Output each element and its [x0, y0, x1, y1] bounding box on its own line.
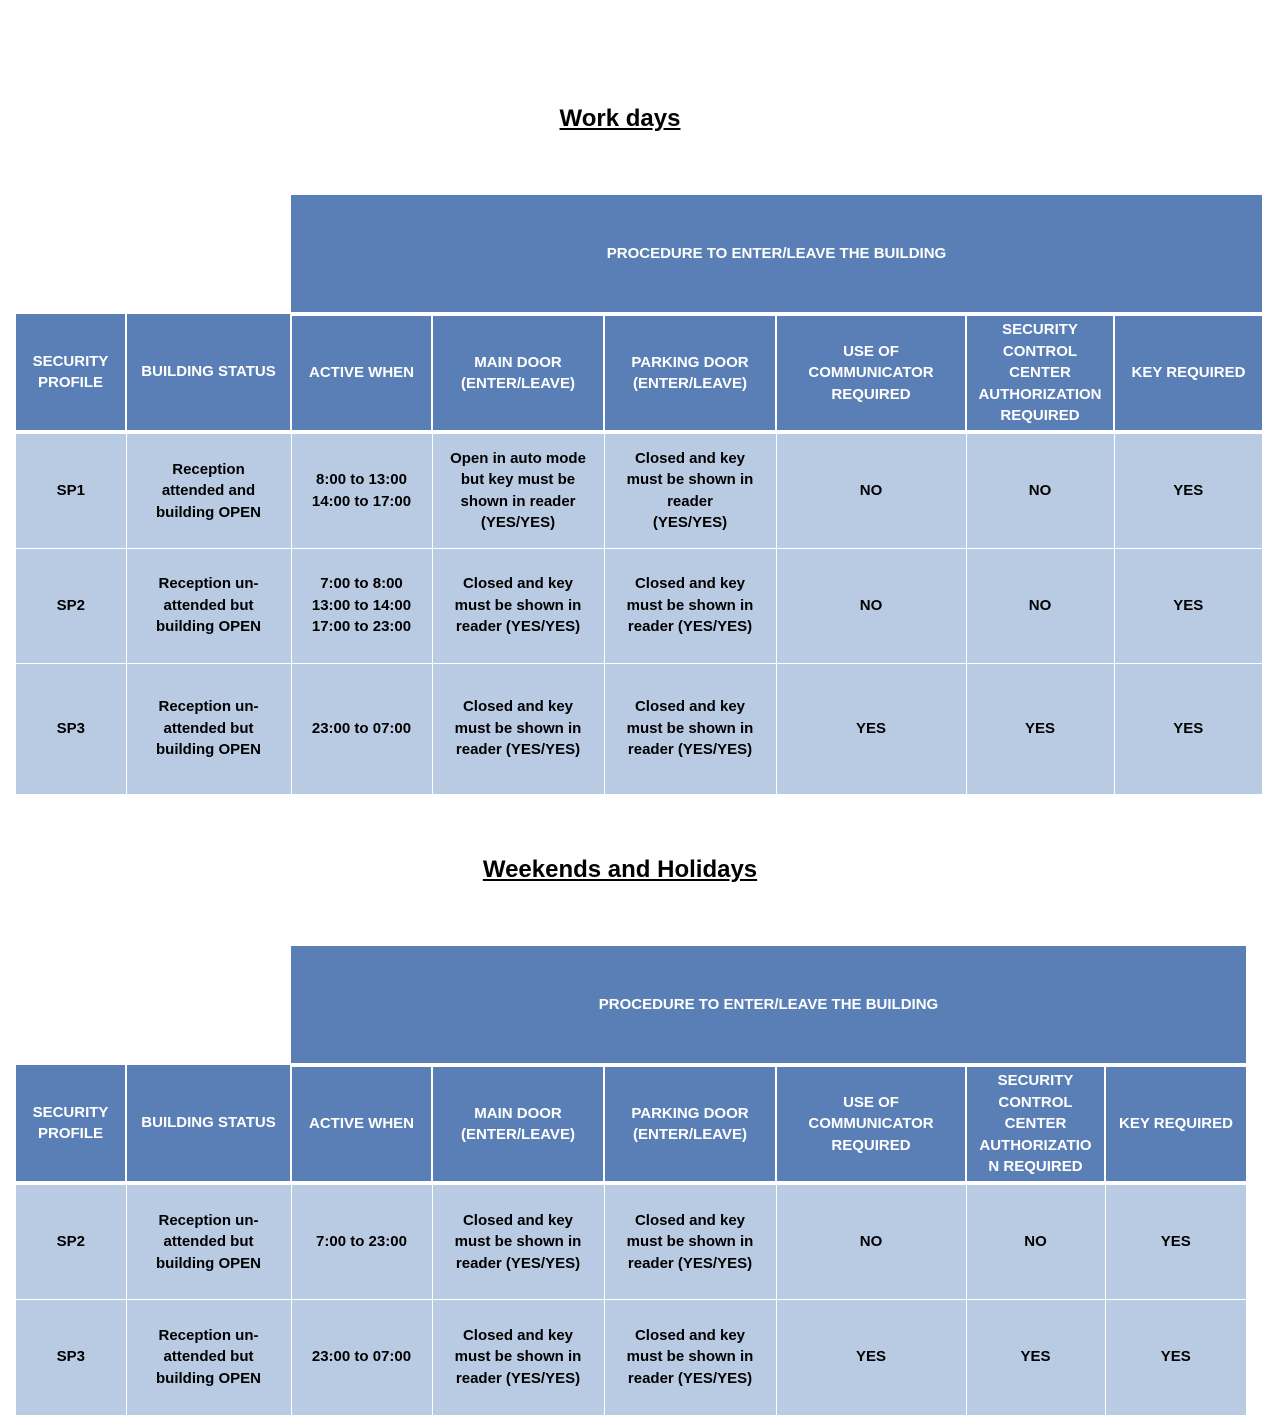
cell-security-center: NO — [966, 432, 1114, 548]
cell-communicator: YES — [776, 1299, 966, 1415]
cell-active: 7:00 to 8:00 13:00 to 14:00 17:00 to 23:00 — [291, 548, 432, 663]
table-row — [16, 1299, 1246, 1415]
header-main-door: MAIN DOOR (ENTER/LEAVE) — [432, 314, 604, 432]
cell-main-door: Closed and key must be shown in reader (YES/YES) — [432, 1299, 604, 1415]
weekends-band-spacer — [16, 946, 291, 1065]
cell-profile: SP2 — [16, 1183, 126, 1299]
cell-main-door: Closed and key must be shown in reader (YES/YES) — [432, 548, 604, 663]
cell-parking-door: Closed and key must be shown in reader (YES/YES) — [604, 432, 776, 548]
cell-communicator: NO — [776, 1183, 966, 1299]
header-building-status: BUILDING STATUS — [126, 314, 291, 432]
cell-profile: SP2 — [16, 548, 126, 663]
cell-main-door: Open in auto mode but key must be shown in reader (YES/YES) — [432, 432, 604, 548]
cell-parking-door: Closed and key must be shown in reader (YES/YES) — [604, 663, 776, 794]
weekends-title: Weekends and Holidays — [482, 856, 758, 883]
table-row — [16, 432, 1262, 548]
cell-security-center: NO — [966, 548, 1114, 663]
cell-active: 8:00 to 13:00 14:00 to 17:00 — [291, 432, 432, 548]
cell-status: Reception attended and building OPEN — [126, 432, 291, 548]
table-row — [16, 663, 1262, 794]
cell-profile: SP3 — [16, 663, 126, 794]
cell-parking-door: Closed and key must be shown in reader (YES/YES) — [604, 548, 776, 663]
weekends-table — [16, 946, 1246, 1416]
header-parking-door: PARKING DOOR (ENTER/LEAVE) — [604, 1065, 776, 1183]
workdays-band-spacer — [16, 195, 291, 314]
header-security-center: SECURITY CONTROL CENTER AUTHORIZATION REQUIRED — [966, 314, 1114, 432]
header-active-when: ACTIVE WHEN — [291, 1065, 432, 1183]
header-active-when: ACTIVE WHEN — [291, 314, 432, 432]
cell-active: 23:00 to 07:00 — [291, 1299, 432, 1415]
table-row — [16, 1183, 1246, 1299]
header-communicator: USE OF COMMUNICATOR REQUIRED — [776, 1065, 966, 1183]
cell-status: Reception un- attended but building OPEN — [126, 1183, 291, 1299]
workdays-band-header: PROCEDURE TO ENTER/LEAVE THE BUILDING — [291, 195, 1262, 314]
workdays-header-row — [16, 314, 1262, 432]
header-security-profile: SECURITY PROFILE — [16, 1065, 126, 1183]
cell-security-center: YES — [966, 663, 1114, 794]
cell-active: 23:00 to 07:00 — [291, 663, 432, 794]
cell-communicator: YES — [776, 663, 966, 794]
cell-profile: SP1 — [16, 432, 126, 548]
cell-main-door: Closed and key must be shown in reader (YES/YES) — [432, 1183, 604, 1299]
cell-key: YES — [1114, 663, 1262, 794]
weekends-band-row — [16, 946, 1246, 1065]
weekends-header-row — [16, 1065, 1246, 1183]
cell-parking-door: Closed and key must be shown in reader (YES/YES) — [604, 1299, 776, 1415]
cell-communicator: NO — [776, 548, 966, 663]
header-key-required: KEY REQUIRED — [1114, 314, 1262, 432]
cell-status: Reception un- attended but building OPEN — [126, 548, 291, 663]
cell-main-door: Closed and key must be shown in reader (YES/YES) — [432, 663, 604, 794]
cell-profile: SP3 — [16, 1299, 126, 1415]
cell-parking-door: Closed and key must be shown in reader (YES/YES) — [604, 1183, 776, 1299]
header-security-profile: SECURITY PROFILE — [16, 314, 126, 432]
cell-security-center: NO — [966, 1183, 1105, 1299]
table-row — [16, 548, 1262, 663]
header-communicator: USE OF COMMUNICATOR REQUIRED — [776, 314, 966, 432]
header-key-required: KEY REQUIRED — [1105, 1065, 1246, 1183]
cell-status: Reception un- attended but building OPEN — [126, 663, 291, 794]
workdays-band-row — [16, 195, 1262, 314]
header-parking-door: PARKING DOOR (ENTER/LEAVE) — [604, 314, 776, 432]
cell-security-center: YES — [966, 1299, 1105, 1415]
header-main-door: MAIN DOOR (ENTER/LEAVE) — [432, 1065, 604, 1183]
workdays-title: Work days — [559, 105, 681, 132]
cell-active: 7:00 to 23:00 — [291, 1183, 432, 1299]
cell-status: Reception un- attended but building OPEN — [126, 1299, 291, 1415]
weekends-band-header: PROCEDURE TO ENTER/LEAVE THE BUILDING — [291, 946, 1246, 1065]
cell-communicator: NO — [776, 432, 966, 548]
cell-key: YES — [1114, 548, 1262, 663]
workdays-table — [16, 195, 1262, 795]
header-building-status: BUILDING STATUS — [126, 1065, 291, 1183]
cell-key: YES — [1114, 432, 1262, 548]
cell-key: YES — [1105, 1183, 1246, 1299]
header-security-center: SECURITY CONTROL CENTER AUTHORIZATIO N REQUIRED — [966, 1065, 1105, 1183]
cell-key: YES — [1105, 1299, 1246, 1415]
